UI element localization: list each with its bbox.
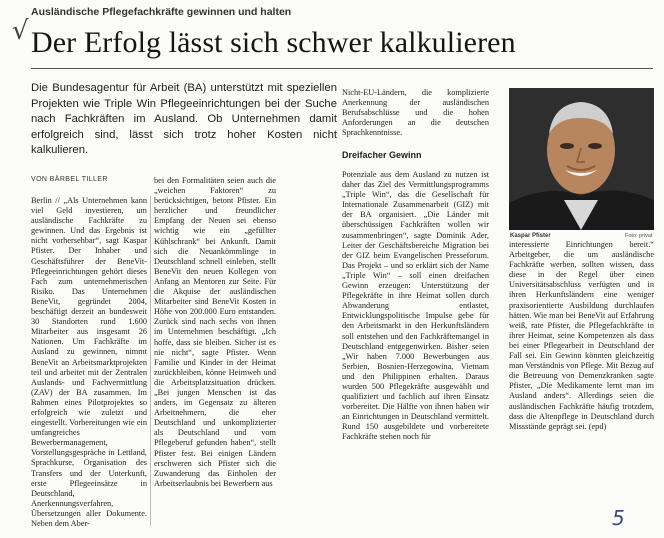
checkmark-icon: √ <box>12 16 29 46</box>
column-divider <box>150 196 151 526</box>
portrait-illustration <box>509 88 654 230</box>
article-column-4 <box>509 240 654 432</box>
photo-credit: Foto: privat <box>625 233 653 239</box>
article-column-3b <box>342 170 489 443</box>
portrait-photo <box>509 88 654 230</box>
article-column-3a <box>342 88 489 138</box>
article-lead: Die Bundesagentur für Arbeit (BA) unterstützt mit speziellen Projekten wie Triple Win Pflegeeinrichtungen bei der Suche nach Fachkräften im Ausland. Ob Unternehmen damit erfolgreich sind, lässt sich trotz hoher Kosten nicht kalkulieren. <box>31 82 337 157</box>
article-kicker: Ausländische Pflegefachkräfte gewinnen und halten <box>31 6 292 18</box>
article-column-1 <box>31 196 147 529</box>
header-divider <box>31 68 653 69</box>
article-column-2 <box>154 176 276 489</box>
column-3a-text: Nicht-EU-Ländern, die komplizierte Anerkennung der ausländischen Berufsabschlüsse und die hohen Anforderungen an die deutschen Sprachkenntnisse. <box>342 88 489 138</box>
handwritten-page-number: 5 <box>612 506 625 530</box>
article-headline: Der Erfolg lässt sich schwer kalkulieren <box>31 26 516 59</box>
article-byline: VON BÄRBEL TILLER <box>31 176 108 183</box>
column-4-text: interessierte Einrichtungen bereit.“ Arbeitgeber, die um ausländische Fachkräfte werben, sollten wissen, dass diese in der Regel über einen Universitätsabschluss verfügten und in ihren Herkunftsländern eine weniger praxisorientierte Ausbildung durchlaufen hätten. Wie man bei BeneVit auf Erfahrung weiß, rate Pfister, die Pflegefachkräfte in ihrer Heimat, seine Kompetenzen als dass bei einer Pflegearbeit in Deutschland der Fall sei. Ein Gewinn könnten gleichzeitig man Verständnis von Pflege. Mit Bezug auf die Betreuung von Demenzkranken sagte Pfister, „Die Medikamente lernt man im Ausland anders“. Allerdings seien die ausländischen Fachkräfte häufig trotzdem, dass die Altenpflege in Deutschland durch Missstände geprägt sei. (epd) <box>509 240 654 431</box>
column-2-text: bei den Formalitäten seien auch die „weichen Faktoren“ zu berücksichtigen, betont Pfister. Ein herzlicher und freundlicher Empfang der Neuen sei ebenso wichtig wie ein „gefüllter Kühlschrank“ bei Ankunft. Damit sich die Neuankömmlinge in Deutschland schnell einleben, stellt BeneVit den neuen Kollegen von Anfang an Mentoren zur Seite. Für die Akquise der ausländischen Mitarbeiter sind BeneVit Kosten in Höhe von 200.000 Euro entstanden. Zurück sind nach sechs von ihnen im Unternehmen beschäftigt. „Ich hoffe, dass sie bleiben. Sicher ist es nie nicht“, sagte Pfister. Wenn Familie und Kinder in der Heimat zurückbleiben, könne Heimweh und die Arbeitsplatzsituation drücken. „Bei jungen Menschen ist das anders, im Gegensatz zu älteren Arbeitnehmern, die eher Deutschland und unkomplizierter als Deutschland und vom Pflegeberuf gefunden haben“, stellt Pfister fest. Bei einigen Ländern erschweren sich Pfister sich die Zuwanderung das Einholen der Arbeitserlaubnis bei Bewerbern aus <box>154 176 276 488</box>
column-1-text: Berlin // „Als Unternehmen kann viel Geld investieren, um ausländische Fachkräfte zu gewinnen. Und das Ergebnis ist nicht vorhersehbar“, sagt Kaspar Pfister. Der Inhaber und Geschäftsführer der BeneVit-Pflegeeinrichtungen gehört dieses Fach zum unternehmerischen Risiko. Das Unternehmen BeneVit, gegründet 2004, beschäftigt derzeit an bundesweit 30 Standorten rund 1.600 Mitarbeiter aus insgesamt 26 Nationen. Um Fachkräfte im Ausland zu gewinnen, nimmt BeneVit an Arbeitsmarktprojekten teil und arbeitet mit der Zentralen Auslands- und Fachvermittlung (ZAV) der BA zusammen. Im Rahmen eines Pilotprojektes so erfolgreich wie zuletzt und eingestellt. Vorbereitungen wie ein umfangreiches Bewerbermanagement, Vorstellungsgespräche in Lettland, Sprachkurse, Organisation des Transfers und der Unterkunft, erste Pflegeeinsätze in Deutschland, Anerkennungsverfahren, Übersetzungen aller Dokumente. Neben dem Aber- <box>31 196 147 528</box>
column-3b-text: Potenziale aus dem Ausland zu nutzen ist daher das Ziel des Vermittlungsprogramms „Triple Win“, das die Gesellschaft für Internationale Zusammenarbeit (GIZ) mit der BA organisiert. „Die Länder mit überschüssigen Fachkräften wollen wir zusammenbringen“, sagte Dominik Ader, Leiter der Geschäftsbereiche Migration bei der GIZ beim Evangelischen Presseforum. Das Projekt – und so erklärt sich der Name „Triple Win“ – soll einen dreifachen Gewinn erzeugen: Unterstützung der Pflegekräfte in ihre Heimat sollen durch Abwanderung entlastet, Entwicklungspolitische Impulse gebe für den Arbeitsmarkt in den Herkunftsländern soll entstehen und den Fachkräftemangel in Deutschland entgegenwirken. Bisher seien „Wir haben 7.000 Bewerbungen aus Serbien, Bosnien-Herzegowina, Vietnam und den Philippinen erhalten. Daraus wurden 500 Pflegekräfte ausgewählt und qualifiziert und fachlich auf ihren Einsatz vorbereitet. Die Hälfte von ihnen haben wir an Einrichtungen in Deutschland vermittelt. Rund 150 ausgebildete und vorbereitete Fachkräfte stehen noch für <box>342 170 489 442</box>
section-subhead: Dreifacher Gewinn <box>342 150 422 160</box>
photo-caption: Kaspar Pfister <box>510 233 551 239</box>
